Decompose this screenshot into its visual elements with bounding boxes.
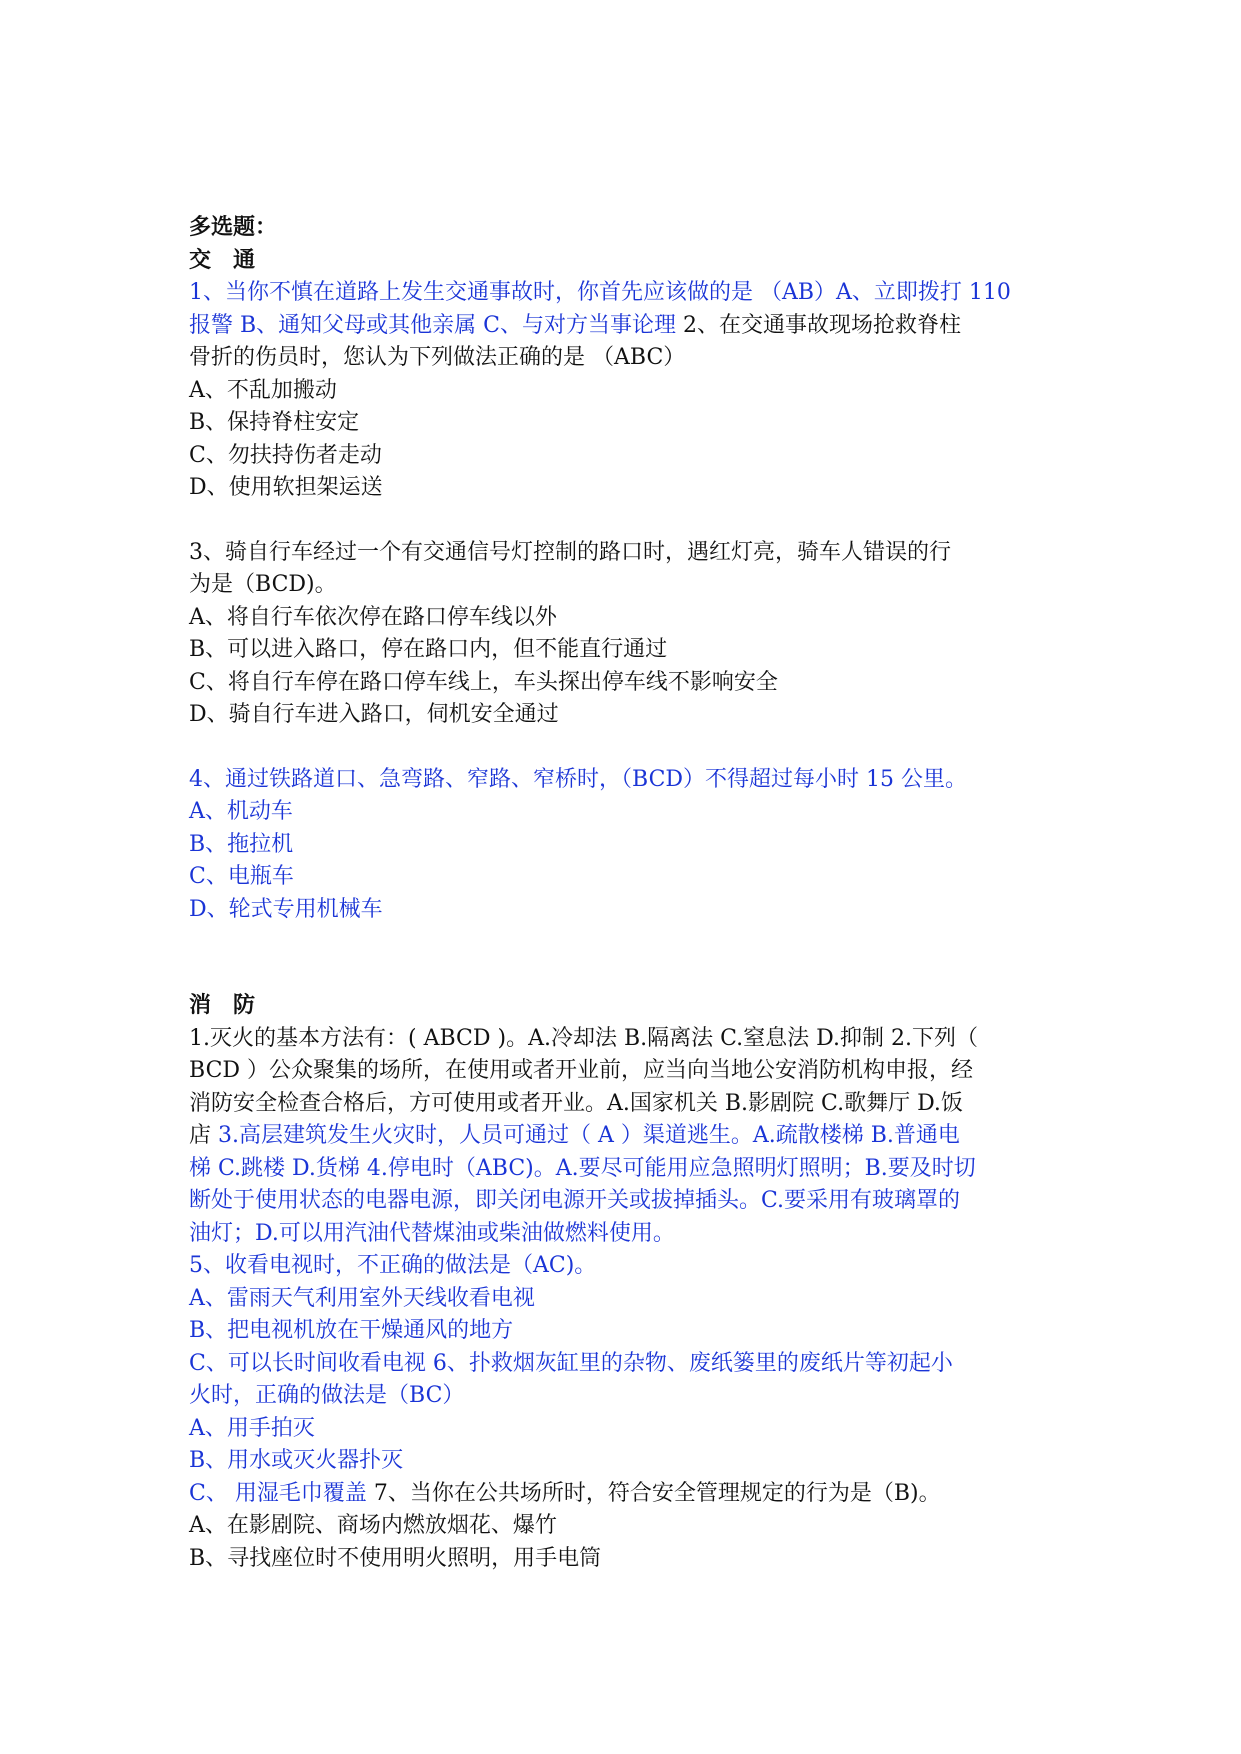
text-line: [189, 1185, 1069, 1218]
line-text: 油灯；D.可以用汽油代替煤油或柴油做燃料使用。: [189, 1220, 675, 1246]
text-line: [189, 667, 1069, 700]
paragraph-gap: [189, 926, 1069, 990]
line-text: 3、骑自行车经过一个有交通信号灯控制的路口时，遇红灯亮，骑车人错误的行: [189, 539, 951, 565]
line-text: B、用水或灭火器扑灭: [189, 1448, 404, 1473]
line-text: 断处于使用状态的电器电源，即关闭电源开关或拔掉插头。C.要采用有玻璃罩的: [189, 1188, 961, 1213]
line-text: 梯 C.跳楼 D.货梯 4.停电时（ABC)。A.要尽可能用应急照明灯照明；B.要及时切: [189, 1155, 976, 1181]
text-line: [189, 602, 1069, 635]
text-line: [189, 699, 1069, 732]
line-text: 骨折的伤员时，您认为下列做法正确的是 （ABC）: [189, 345, 686, 370]
text-line: [189, 894, 1069, 927]
line-text-tail: 2、在交通事故现场抢救脊柱: [682, 312, 961, 338]
text-line: [189, 537, 1069, 570]
section-heading: 交 通: [189, 247, 256, 273]
line-text: 为是（BCD)。: [189, 572, 337, 597]
line-text: 报警 B、通知父母或其他亲属 C、与对方当事论理: [189, 312, 683, 338]
text-line: [189, 342, 1069, 375]
section-1: [189, 245, 1069, 991]
line-text: D、使用软担架运送: [189, 475, 383, 500]
section-heading: 消 防: [189, 993, 256, 1018]
line-text: B、寻找座位时不使用明火照明，用手电筒: [189, 1545, 602, 1571]
text-line: [189, 440, 1069, 473]
line-text: 4、通过铁路道口、急弯路、窄路、窄桥时，（BCD）不得超过每小时 15 公里。: [189, 766, 968, 792]
line-text: A、将自行车依次停在路口停车线以外: [189, 604, 557, 630]
text-line: [189, 310, 1069, 343]
line-text: A、不乱加搬动: [189, 377, 337, 403]
line-text: C、 用湿毛巾覆盖: [189, 1480, 374, 1506]
text-line: [189, 1413, 1069, 1446]
line-text: 店: [189, 1123, 218, 1148]
text-line: [189, 1218, 1069, 1251]
document-page: [189, 212, 1069, 1575]
line-text-tail: 7、当你在公共场所时，符合安全管理规定的行为是（B)。: [373, 1480, 941, 1506]
line-text: C、电瓶车: [189, 864, 294, 889]
line-text: C、勿扶持伤者走动: [189, 442, 382, 468]
text-line: [189, 1510, 1069, 1543]
text-line: [189, 569, 1069, 602]
line-text: A、雷雨天气利用室外天线收看电视: [189, 1285, 535, 1311]
text-line: [189, 861, 1069, 894]
line-text: 火时，正确的做法是（BC）: [189, 1383, 465, 1408]
text-line: [189, 1543, 1069, 1576]
text-line: [189, 634, 1069, 667]
text-line: [189, 1315, 1069, 1348]
text-line: [189, 1055, 1069, 1088]
text-line: [189, 1283, 1069, 1316]
paragraph-gap: [189, 732, 1069, 764]
text-line: [189, 1445, 1069, 1478]
text-line: [189, 829, 1069, 862]
line-text: A、机动车: [189, 799, 293, 824]
line-text: 消防安全检查合格后，方可使用或者开业。A.国家机关 B.影剧院 C.歌舞厅 D.饭: [189, 1090, 963, 1116]
line-text: B、保持脊柱安定: [189, 410, 360, 435]
text-line: [189, 1348, 1069, 1381]
line-text-tail: 3.高层建筑发生火灾时，人员可通过（ A ）渠道逃生。A.疏散楼梯 B.普通电: [218, 1123, 960, 1148]
line-text: D、轮式专用机械车: [189, 896, 383, 922]
text-line: [189, 407, 1069, 440]
line-text: 1.灭火的基本方法有：( ABCD )。A.冷却法 B.隔离法 C.窒息法 D.抑制 2.下列（: [189, 1025, 978, 1051]
line-text: A、在影剧院、商场内燃放烟花、爆竹: [189, 1513, 557, 1538]
text-line: [189, 277, 1069, 310]
line-text: B、可以进入路口，停在路口内，但不能直行通过: [189, 637, 668, 662]
line-text: B、拖拉机: [189, 831, 294, 857]
text-line: [189, 375, 1069, 408]
line-text: A、用手拍灭: [189, 1415, 315, 1441]
page-title: 多选题：: [189, 215, 278, 240]
text-line: [189, 796, 1069, 829]
line-text: BCD ）公众聚集的场所，在使用或者开业前，应当向当地公安消防机构申报，经: [189, 1058, 974, 1083]
line-text: C、将自行车停在路口停车线上，车头探出停车线不影响安全: [189, 669, 778, 695]
text-line: [189, 764, 1069, 797]
line-text: 1、当你不慎在道路上发生交通事故时，你首先应该做的是 （AB）A、立即拨打 110: [189, 280, 1011, 305]
text-line: [189, 1088, 1069, 1121]
text-line: [189, 1023, 1069, 1056]
line-text: C、可以长时间收看电视 6、扑救烟灰缸里的杂物、废纸篓里的废纸片等初起小: [189, 1350, 953, 1376]
text-line: [189, 472, 1069, 505]
text-line: [189, 1478, 1069, 1511]
line-text: B、把电视机放在干燥通风的地方: [189, 1318, 514, 1343]
paragraph-gap: [189, 505, 1069, 537]
sections: [189, 245, 1069, 1576]
text-line: [189, 1120, 1069, 1153]
text-line: [189, 1380, 1069, 1413]
text-line: [189, 1250, 1069, 1283]
line-text: D、骑自行车进入路口，伺机安全通过: [189, 702, 559, 727]
line-text: 5、收看电视时，不正确的做法是（AC)。: [189, 1253, 597, 1278]
section-2: [189, 990, 1069, 1575]
text-line: [189, 1153, 1069, 1186]
